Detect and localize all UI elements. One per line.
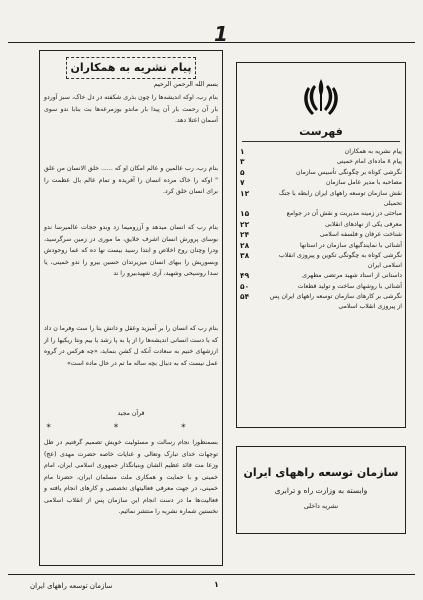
toc-item[interactable]	[240, 220, 402, 230]
letter-paragraph-3: بنام رب که انسان میدهد و آزرومیما زد وبدو حجات عالمیرسا ندو بوسای پرورش انسان اشرف خلایق، ما موری در زمین سرگرسید، ودرا وچنان روح اخلاص و ابتدا رسید بیست نها ده که عما روحودش وبسوریش را ببهای انسان میزیرتدان حسین بیرو را ندو خمینی، یا سدا روسیحی وشهید، آری شهیدبیرو را ند	[44, 224, 218, 277]
letter-paragraph-5: بسمنظورا نجام رسالت و مسئولیت خویش تصمیم گرفتیم در ظل توجهات خدای تبارک وتعالی و عنایات خاصه حضرت مهدی (عج) وزعا مت قائد عظیم الشان وبنیانگذار جمهوری اسلامی ایران، امام خمینی و با حمایت و همکاری ملت مسلمان ایران، حضرتا مام خمینی، در جهت معرفی فعالیتهای تخصصی و کارهای انجام یافته و فعالیت‌ها ما در دست انجام این سازمان پس از انقلاب اسلامی نخستین شماره نشریه را منتشر نمائیم.	[44, 439, 218, 515]
toc-item-page: ۱۲	[240, 188, 250, 198]
toc-item-title: داستانی از استاد شهید مرتضی مطهری	[302, 272, 402, 280]
basmala: بسم الله الرحمن الرحیم	[153, 80, 218, 88]
toc-item-title: مصاحبه با مدیر عامل سازمان	[325, 179, 402, 187]
toc-item-title: مباحثی در زمینه مدیریت و نقش آن در جوامع	[286, 210, 402, 218]
toc-item-title: آشنائی با روشهای ساخت و تولید قطعات	[297, 282, 402, 290]
toc-item-page: ۵۰	[240, 281, 250, 291]
org-note: نشریه داخلی	[303, 502, 339, 510]
toc-item-title: آشنائی با نمایندگیهای سازمان در استانها	[299, 241, 402, 249]
toc-list	[240, 147, 402, 313]
toc-item[interactable]	[240, 157, 402, 167]
toc-item-page: ۳۸	[240, 251, 250, 261]
toc-item[interactable]	[240, 251, 402, 271]
toc-item[interactable]	[240, 241, 402, 251]
toc-heading: فهرست	[299, 125, 343, 138]
footer-page-number: ۱	[214, 580, 219, 589]
toc-item-title: معرفی یکی از نهادهای انقلابی	[324, 220, 402, 228]
toc-item-title: نگرشی کوتاه به چگونگی تکوین و پیروزی انقلاب اسلامی ایران	[278, 252, 402, 269]
toc-item-page: ۲۸	[240, 240, 250, 250]
toc-item-page: ۲۲	[240, 219, 250, 229]
toc-item-title: نقش سازمان توسعه راههای ایران رابطه با جنگ تحمیلی	[278, 189, 402, 207]
toc-item-title: نگرشی بر کارهای سازمان توسعه راههای ایران پس از پیروزی انقلاب اسلامی	[269, 293, 402, 311]
letter-paragraph-2: بنام رب، رب عالمین و عالم امکان او که ...... خلق الانسان من علق " اوکه را خاک مرده انسان را آفریده و تمام عالم بال عظمت را برای انسان خلق کرد.	[44, 165, 218, 195]
toc-item-title: پیام نشریه به همکاران	[344, 148, 402, 155]
toc-item[interactable]	[240, 292, 402, 312]
page-number-top: 1	[214, 22, 228, 46]
letter-paragraph-4: بنام رب که انسان را بر آمیزید وعقل و دانش بنا را ست وفرما ن داد که با دست انسانی اندیشه‌ها را از پا به پا رشد یا بیم ونتا ریکیها را از ارزشهای خنیم به سعادت آنکه ل کشن بنماید، «چه هرکس در گروه عمل نیست که به دنبال بچه ساله ما تم در حال ماده است»	[44, 325, 218, 367]
toc-item[interactable]	[240, 230, 402, 240]
toc-item[interactable]	[240, 147, 402, 157]
letter-title: پیام نشریه به همکاران	[66, 57, 196, 79]
stars-divider: * * *	[46, 423, 216, 433]
toc-item-page: ۴۹	[240, 271, 250, 281]
org-name: سازمان توسعه راههای ایران	[243, 466, 399, 479]
toc-item[interactable]	[240, 168, 402, 178]
toc-item-page: ۳	[240, 157, 245, 167]
letter-paragraph-1: بنام رب، اوکه اندیشه‌ها را چون بذری شکفته در دل خاک، سبز آوردو بار آن رحمت بار آن پیدا بار ماندو بوزمرعه‌ها بت بنابا ندو سوی آسمان اعتلا دهد.	[44, 94, 218, 124]
toc-item[interactable]	[240, 271, 402, 281]
toc-item-page: ۲۴	[240, 230, 250, 240]
toc-rule	[242, 141, 400, 142]
toc-item[interactable]	[240, 282, 402, 292]
iran-emblem-icon	[296, 75, 346, 119]
toc-item-page: ۱	[240, 147, 245, 156]
bottom-rule	[8, 574, 415, 575]
toc-item-title: پیام ۸ ماده‌ای امام خمینی	[336, 158, 402, 166]
org-subtitle: وابسته به وزارت راه و ترابری	[274, 486, 368, 495]
toc-item-page: ۵	[240, 167, 245, 177]
toc-item-page: ۷	[240, 178, 245, 188]
toc-item[interactable]	[240, 178, 402, 188]
toc-item[interactable]	[240, 209, 402, 219]
toc-item-page: ۱۵	[240, 209, 250, 219]
footer-text: سازمان توسعه راههای ایران	[30, 582, 113, 590]
toc-item-page: ۵۴	[240, 292, 250, 302]
top-rule	[8, 42, 415, 43]
toc-item-title: نگرشی کوتاه بر چگونگی تأسیس سازمان	[296, 168, 402, 176]
toc-item-title: شناخت عرفان و فلسفه اسلامی	[319, 231, 402, 239]
toc-item[interactable]	[240, 189, 402, 209]
quran-citation: قرآن مجید	[117, 410, 145, 417]
